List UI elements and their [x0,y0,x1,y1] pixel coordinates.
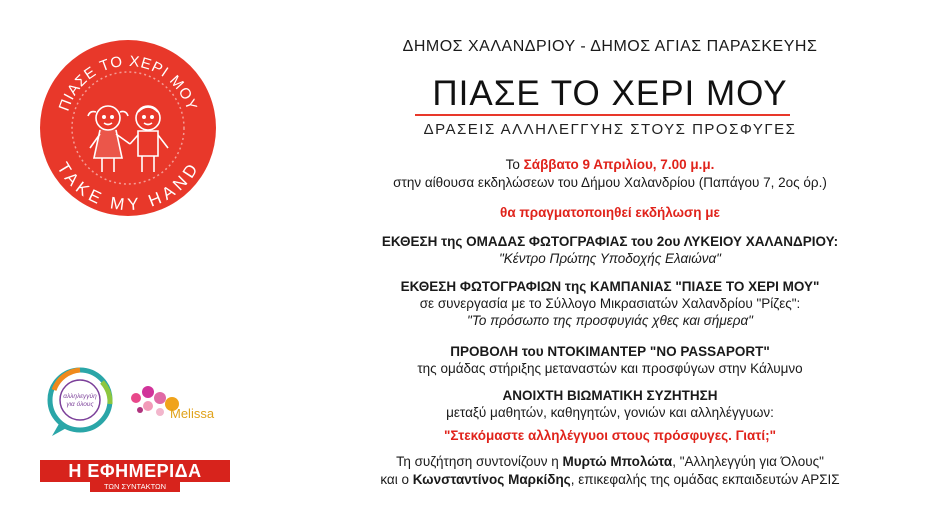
coordinator-name-1: Μυρτώ Μπολώτα [562,454,673,469]
discussion-quote: "Στεκόμαστε αλληλέγγυοι στους πρόσφυγες. Γιατί;" [443,428,777,443]
coordinators-line-1: Τη συζήτηση συντονίζουν η Μυρτώ Μπολώτα, "Αλληλεγγύη για Όλους" [396,454,824,469]
coordinators-line-2: και ο Κωνσταντίνος Μαρκίδης, επικεφαλής της ομάδας εκπαιδευτών ΑΡΣΙΣ [380,472,840,487]
take-my-hand-logo [38,38,218,218]
logo-bottom-text: TAKE MY HAND [53,159,203,215]
title-underline [415,114,790,116]
program-line-3-1: της ομάδας στήριξης μεταναστών και προσφύγων στην Κάλυμνο [417,361,803,376]
coordinator-name-2: Κωνσταντίνος Μαρκίδης [412,472,571,487]
event-date: Σάββατο 9 Απριλίου, 7.00 μ.μ. [523,157,715,172]
event-venue: στην αίθουσα εκδηλώσεων του Δήμου Χαλανδρίου (Παπάγου 7, 2ος όρ.) [393,175,827,190]
event-date-line [340,157,880,173]
program-heading-4: ΑΝΟΙΧΤΗ ΒΙΩΜΑΤΙΚΗ ΣΥΖΗΤΗΣΗ [502,388,718,403]
svg-text:για όλους: για όλους [66,401,94,408]
tagline: ΔΡΑΣΕΙΣ ΑΛΛΗΛΕΓΓΥΗΣ ΣΤΟΥΣ ΠΡΟΣΦΥΓΕΣ [423,121,797,138]
date-prefix: Το [505,157,520,172]
program-line-2-1: σε συνεργασία με το Σύλλογο Μικρασιατών Χαλανδρίου "Ρίζες": [419,296,801,311]
municipalities-header: ΔΗΜΟΣ ΧΑΛΑΝΔΡΙΟΥ - ΔΗΜΟΣ ΑΓΙΑΣ ΠΑΡΑΣΚΕΥΗΣ [402,38,818,55]
program-line-1-1: "Κέντρο Πρώτης Υποδοχής Ελαιώνα" [499,251,721,266]
program-line-2-2: "Το πρόσωπο της προσφυγιάς χθες και σήμερα" [467,313,753,328]
efsyn-subtitle: ΤΩΝ ΣΥΝΤΑΚΤΩΝ [90,482,180,492]
page-title: ΠΙΑΣΕ ΤΟ ΧΕΡΙ ΜΟΥ [432,74,788,113]
program-heading-1: ΕΚΘΕΣΗ της ΟΜΑΔΑΣ ΦΩΤΟΓΡΑΦΙΑΣ του 2ου ΛΥΚΕΙΟΥ ΧΑΛΑΝΔΡΙΟΥ: [381,234,839,249]
melissa-logo [131,386,215,421]
program-heading-2: ΕΚΘΕΣΗ ΦΩΤΟΓΡΑΦΙΩΝ της ΚΑΜΠΑΝΙΑΣ "ΠΙΑΣΕ ΤΟ ΧΕΡΙ ΜΟΥ" [400,279,820,294]
svg-text:αλληλεγγύη: αλληλεγγύη [63,393,97,400]
program-heading-3: ΠΡΟΒΟΛΗ του ΝΤΟΚΙΜΑΝΤΕΡ "NO PASSAPORT" [450,344,770,359]
efsyn-title: Η ΕΦΗΜΕΡΙΔΑ [40,460,230,482]
sponsor-logos [40,360,240,450]
program-line-4-1: μεταξύ μαθητών, καθηγητών, γονιών και αλληλέγγυων: [446,405,774,420]
event-announcement: θα πραγματοποιηθεί εκδήλωση με [500,205,720,220]
efsyn-logo [40,460,230,490]
solidarity-logo [50,370,110,436]
logo-top-text: ΠΙΑΣΕ ΤΟ ΧΕΡΙ ΜΟΥ [55,52,201,114]
melissa-text: Melissa [170,406,215,421]
